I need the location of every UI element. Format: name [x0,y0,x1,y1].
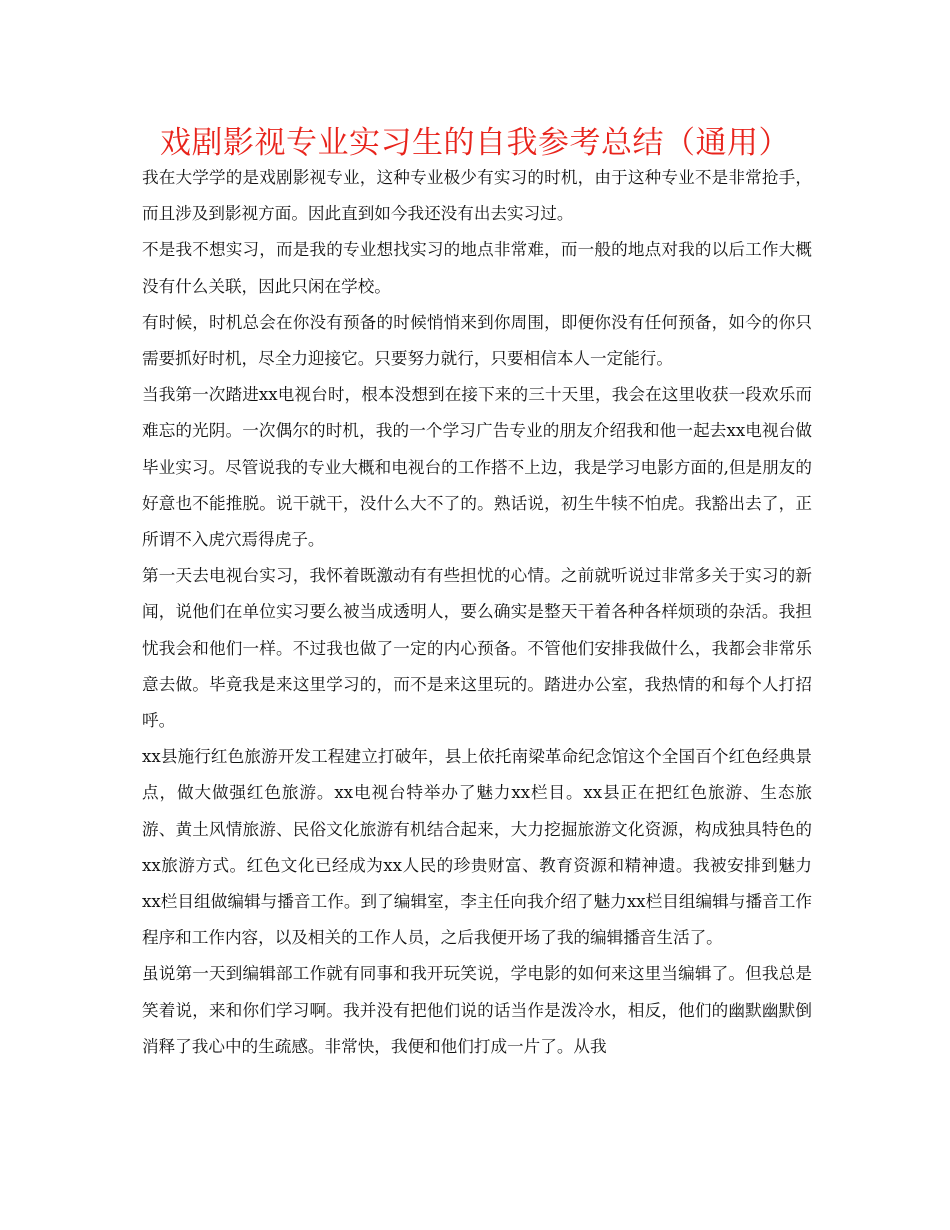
paragraph-7: 虽说第一天到编辑部工作就有同事和我开玩笑说，学电影的如何来这里当编辑了。但我总是笑着说，来和你们学习啊。我并没有把他们说的话当作是泼冷水，相反，他们的幽默幽默倒消释了我心中的生疏感。非常快，我便和他们打成一片了。从我 [142,964,812,1056]
paragraph-6: xx县施行红色旅游开发工程建立打破年，县上依托南梁革命纪念馆这个全国百个红色经典景点，做大做强红色旅游。xx电视台特举办了魅力xx栏目。xx县正在把红色旅游、生态旅游、黄土风情旅游、民俗文化旅游有机结合起来，大力挖掘旅游文化资源，构成独具特色的xx旅游方式。红色文化已经成为xx人民的珍贵财富、教育资源和精神遗。我被安排到魅力xx栏目组做编辑与播音工作。到了编辑室，李主任向我介绍了魅力xx栏目组编辑与播音工作程序和工作内容，以及相关的工作人员，之后我便开场了我的编辑播音生活了。 [142,747,812,948]
paragraph-4: 当我第一次踏进xx电视台时，根本没想到在接下来的三十天里，我会在这里收获一段欢乐而难忘的光阴。一次偶尔的时机，我的一个学习广告专业的朋友介绍我和他一起去xx电视台做毕业实习。尽管说我的专业大概和电视台的工作搭不上边，我是学习电影方面的,但是朋友的好意也不能推脱。说干就干，没什么大不了的。熟话说，初生牛犊不怕虎。我豁出去了，正所谓不入虎穴焉得虎子。 [142,385,812,550]
paragraph-3: 有时候，时机总会在你没有预备的时候悄悄来到你周围，即便你没有任何预备，如今的你只需要抓好时机，尽全力迎接它。只要努力就行，只要相信本人一定能行。 [142,312,812,369]
paragraph-1: 我在大学学的是戏剧影视专业，这种专业极少有实习的时机，由于这种专业不是非常抢手，而且涉及到影视方面。因此直到如今我还没有出去实习过。 [142,168,812,224]
document-body [142,160,812,1065]
document-title: 戏剧影视专业实习生的自我参考总结（通用） [160,125,790,161]
paragraph-2: 不是我不想实习，而是我的专业想找实习的地点非常难，而一般的地点对我的以后工作大概没有什么关联，因此只闲在学校。 [142,240,812,296]
paragraph-5: 第一天去电视台实习，我怀着既激动有有些担忧的心情。之前就听说过非常多关于实习的新闻，说他们在单位实习要么被当成透明人，要么确实是整天干着各种各样烦琐的杂活。我担忧我会和他们一样。不过我也做了一定的内心预备。不管他们安排我做什么，我都会非常乐意去做。毕竟我是来这里学习的，而不是来这里玩的。踏进办公室，我热情的和每个人打招呼。 [142,566,812,731]
